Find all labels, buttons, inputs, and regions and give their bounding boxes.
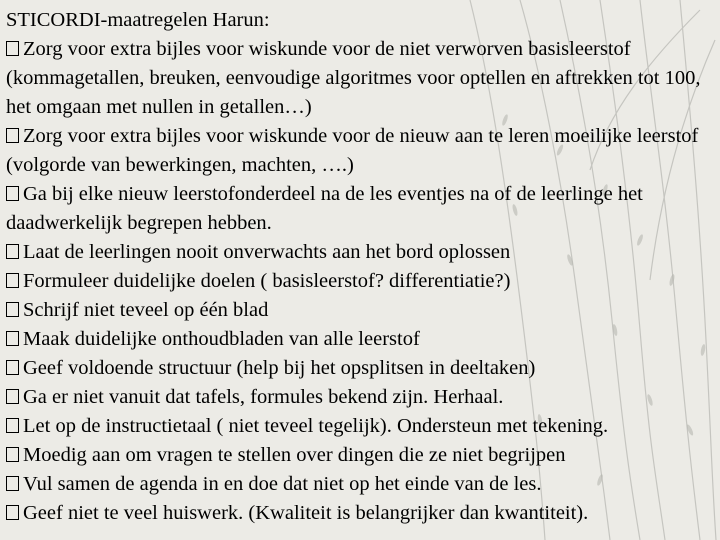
- box-glyph-icon: [6, 302, 19, 317]
- slide-content: [6, 6, 716, 528]
- list-item: [6, 267, 716, 296]
- list-item-text: Schrijf niet teveel op één blad: [23, 299, 269, 321]
- list-item-text: Let op de instructietaal ( niet teveel tegelijk). Ondersteun met tekening.: [23, 415, 609, 437]
- box-glyph-icon: [6, 128, 19, 143]
- list-item-text: Laat de leerlingen nooit onverwachts aan het bord oplossen: [23, 241, 511, 263]
- box-glyph-icon: [6, 331, 19, 346]
- list-item: [6, 238, 716, 267]
- list-item: [6, 470, 716, 499]
- list-item-text: Geef niet te veel huiswerk. (Kwaliteit is belangrijker dan kwantiteit).: [23, 502, 589, 524]
- box-glyph-icon: [6, 476, 19, 491]
- list-item: [6, 499, 716, 528]
- list-item: [6, 383, 716, 412]
- box-glyph-icon: [6, 505, 19, 520]
- list-item-text: Geef voldoende structuur (help bij het opsplitsen in deeltaken): [23, 357, 536, 379]
- list-item: [6, 122, 716, 180]
- list-item: [6, 296, 716, 325]
- list-item-text: Zorg voor extra bijles voor wiskunde voor de nieuw aan te leren moeilijke leerstof (volgorde van bewerkingen, machten, ….): [6, 125, 699, 176]
- list-item: [6, 325, 716, 354]
- list-item: [6, 412, 716, 441]
- box-glyph-icon: [6, 360, 19, 375]
- list-item-text: Maak duidelijke onthoudbladen van alle leerstof: [23, 328, 420, 350]
- list-item: [6, 180, 716, 238]
- slide-title: STICORDI-maatregelen Harun:: [6, 9, 270, 31]
- box-glyph-icon: [6, 41, 19, 56]
- list-item-text: Moedig aan om vragen te stellen over dingen die ze niet begrijpen: [23, 444, 566, 466]
- list-item-text: Ga er niet vanuit dat tafels, formules bekend zijn. Herhaal.: [23, 386, 504, 408]
- list-item-text: Formuleer duidelijke doelen ( basisleerstof? differentiatie?): [23, 270, 511, 292]
- bullet-list: [6, 35, 716, 528]
- list-item: [6, 354, 716, 383]
- list-item-text: Zorg voor extra bijles voor wiskunde voor de niet verworven basisleerstof (kommagetallen, breuken, eenvoudige algoritmes voor optellen en aftrekken tot 100, het omgaan met nullen in getallen…): [6, 38, 701, 118]
- box-glyph-icon: [6, 389, 19, 404]
- box-glyph-icon: [6, 273, 19, 288]
- list-item-text: Vul samen de agenda in en doe dat niet op het einde van de les.: [23, 473, 542, 495]
- box-glyph-icon: [6, 418, 19, 433]
- list-item: [6, 35, 716, 122]
- list-item-text: Ga bij elke nieuw leerstofonderdeel na de les eventjes na of de leerlinge het daadwerkelijk begrepen hebben.: [6, 183, 643, 234]
- box-glyph-icon: [6, 244, 19, 259]
- list-item: [6, 441, 716, 470]
- box-glyph-icon: [6, 447, 19, 462]
- box-glyph-icon: [6, 186, 19, 201]
